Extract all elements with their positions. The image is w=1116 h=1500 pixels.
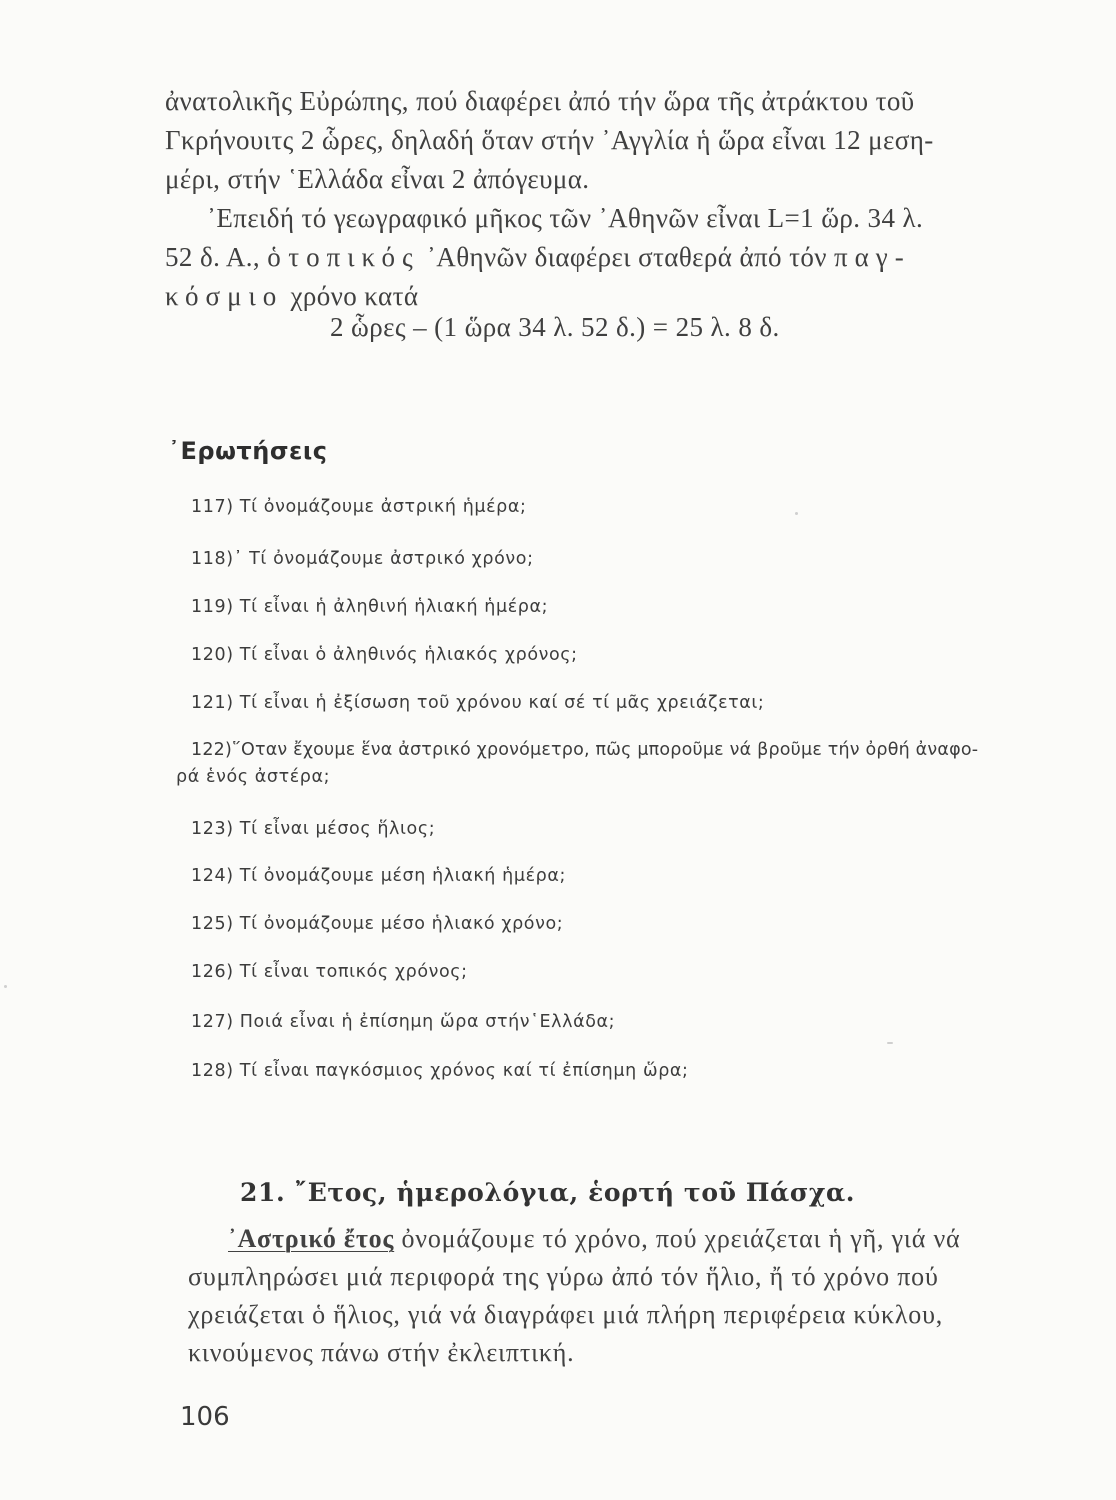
- question-128: 128) Τί εἶναι παγκόσμιος χρόνος καί τί ἐπίσημη ὥρα;: [191, 1061, 689, 1081]
- section-line-3: χρειάζεται ὁ ἥλιος, γιά νά διαγράφει μιά πλήρη περιφέρεια κύκλου,: [188, 1300, 944, 1329]
- question-117: 117) Τί ὀνομάζουμε ἀστρική ἡμέρα;: [191, 497, 527, 517]
- section-line-1-rest: ὀνομάζουμε τό χρόνο, πού χρειάζεται ἡ γῆ, γιά νά: [394, 1224, 961, 1253]
- intro-line-4: ᾿Επειδή τό γεωγραφικό μῆκος τῶν ᾿Αθηνῶν εἶναι L=1 ὥρ. 34 λ.: [207, 203, 924, 233]
- section-line-4: κινούμενος πάνω στήν ἐκλειπτική.: [188, 1338, 575, 1367]
- section-term: ᾿Αστρικό ἔτος: [228, 1224, 395, 1253]
- question-121: 121) Τί εἶναι ἡ ἐξίσωση τοῦ χρόνου καί σέ τί μᾶς χρειάζεται;: [191, 693, 765, 713]
- question-119: 119) Τί εἶναι ἡ ἀληθινή ἡλιακή ἡμέρα;: [191, 597, 549, 617]
- question-127: 127) Ποιά εἶναι ἡ ἐπίσημη ὥρα στήν῾Ελλάδα;: [191, 1012, 616, 1032]
- intro-line-2: Γκρήνουιτς 2 ὧρες, δηλαδή ὅταν στήν ᾿Αγγλία ἡ ὥρα εἶναι 12 μεση-: [165, 125, 934, 155]
- intro-line-6: [165, 281, 418, 312]
- intro-line-5-emphasis-local: τοπικός: [288, 242, 420, 272]
- question-122-line-2: ρά ἑνός ἀστέρα;: [176, 767, 331, 787]
- page-number: 106: [180, 1402, 230, 1432]
- scan-speck: [887, 1042, 893, 1044]
- intro-line-3: μέρι, στήν ῾Ελλάδα εἶναι 2 ἀπόγευμα.: [165, 164, 590, 194]
- question-120: 120) Τί εἶναι ὁ ἀληθινός ἡλιακός χρόνος;: [191, 645, 578, 665]
- intro-line-5-a: 52 δ. Α., ὁ: [165, 242, 282, 272]
- questions-heading: ᾿Ερωτήσεις: [168, 437, 328, 465]
- question-123: 123) Τί εἶναι μέσος ἥλιος;: [191, 819, 436, 839]
- question-126: 126) Τί εἶναι τοπικός χρόνος;: [191, 962, 468, 982]
- scan-speck: [795, 512, 798, 515]
- question-122-line-1: 122)῞Οταν ἔχουμε ἕνα ἀστρικό χρονόμετρο, πῶς μποροῦμε νά βροῦμε τήν ὀρθή ἀναφο-: [191, 740, 979, 760]
- intro-line-5: [165, 242, 911, 273]
- intro-line-6-emphasis: κόσμιο: [165, 281, 284, 311]
- intro-line-6-b: χρόνο κατά: [290, 281, 419, 311]
- intro-line-5-c: ᾿Αθηνῶν διαφέρει σταθερά ἀπό τόν: [426, 242, 827, 272]
- intro-formula: 2 ὧρες – (1 ὥρα 34 λ. 52 δ.) = 25 λ. 8 δ.: [330, 312, 780, 342]
- scan-speck: [4, 985, 7, 988]
- intro-line-1: ἀνατολικῆς Εὐρώπης, πού διαφέρει ἀπό τήν ὥρα τῆς ἀτράκτου τοῦ: [165, 86, 915, 116]
- section-title: 21. ῎Ετος, ἡμερολόγια, ἑορτή τοῦ Πάσχα.: [240, 1178, 856, 1207]
- section-line-2: συμπληρώσει μιά περιφορά της γύρω ἀπό τόν ἥλιο, ἤ τό χρόνο πού: [188, 1262, 939, 1291]
- section-line-1: [228, 1224, 960, 1254]
- question-125: 125) Τί ὀνομάζουμε μέσο ἡλιακό χρόνο;: [191, 914, 564, 934]
- question-118: 118)᾿ Τί ὀνομάζουμε ἀστρικό χρόνο;: [191, 549, 534, 569]
- question-124: 124) Τί ὀνομάζουμε μέση ἡλιακή ἡμέρα;: [191, 866, 566, 886]
- intro-line-5-emphasis-universal: παγ-: [834, 242, 911, 272]
